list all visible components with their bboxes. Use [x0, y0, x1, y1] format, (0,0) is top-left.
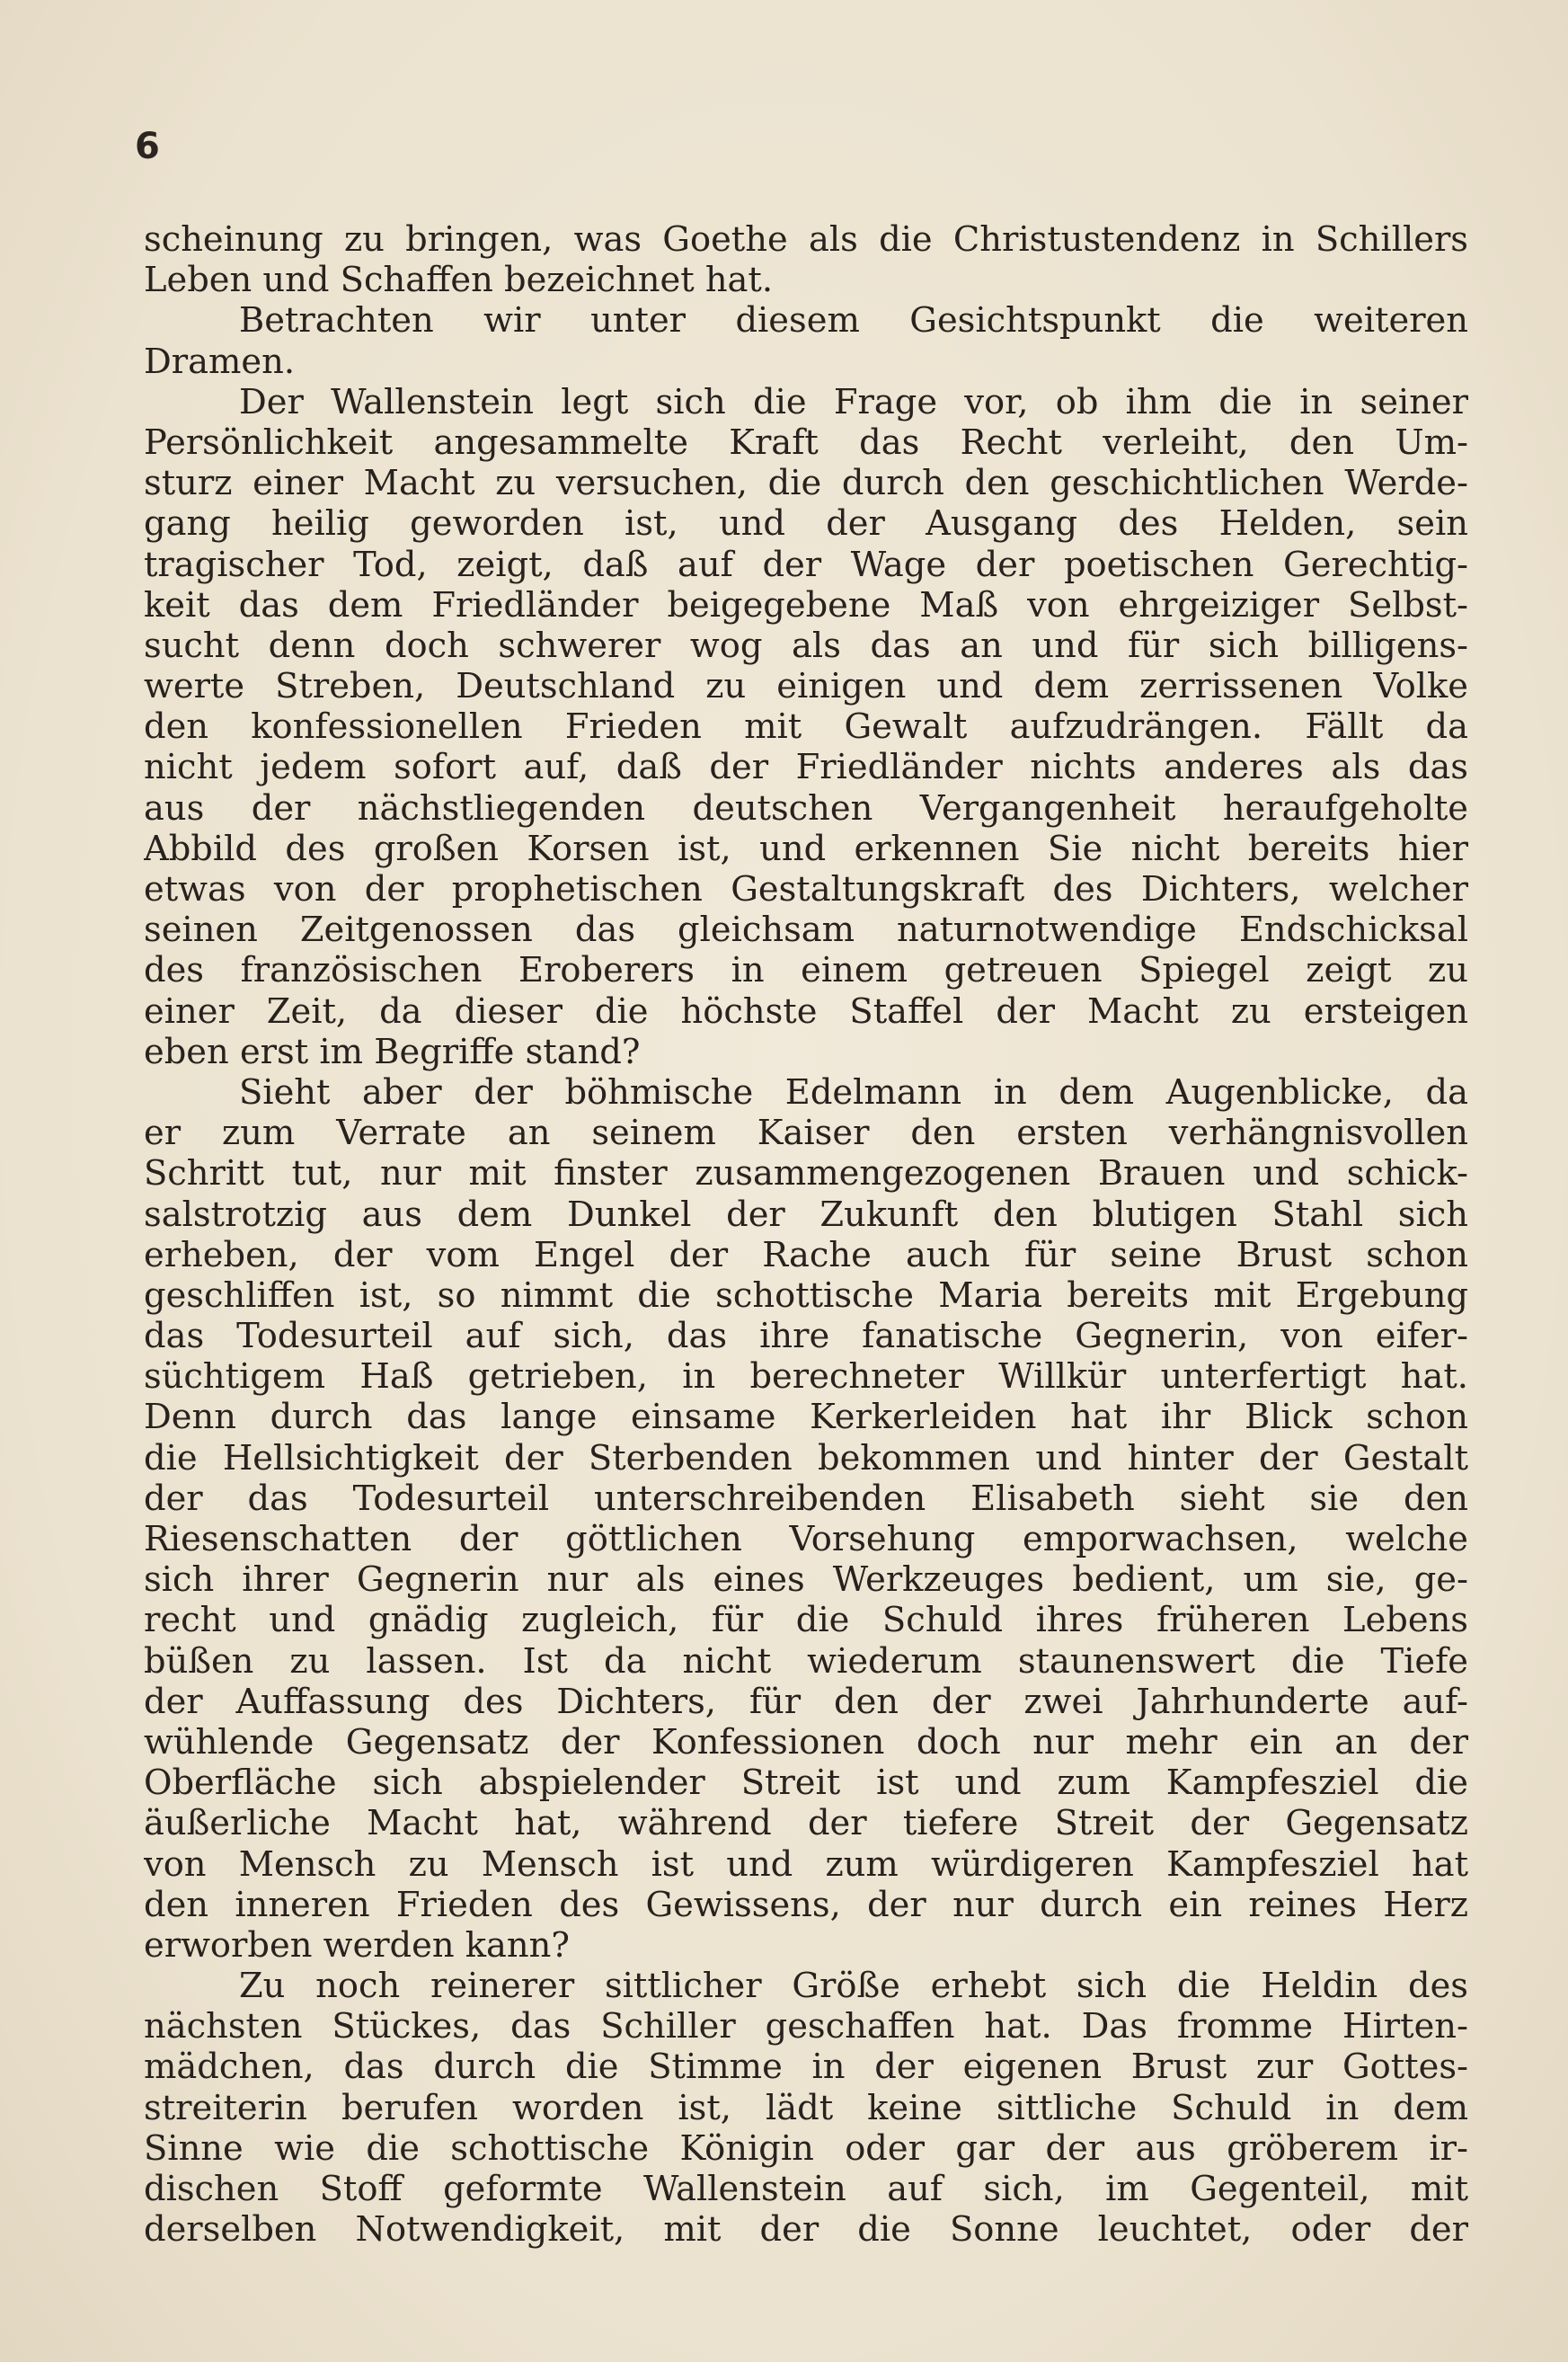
text-line: die Hellsichtigkeit der Sterbenden bekommen und hinter der Gestalt — [144, 1437, 1468, 1478]
text-line: geschliffen ist, so nimmt die schottische Maria bereits mit Ergebung — [144, 1274, 1468, 1316]
text-line: Persönlichkeit angesammelte Kraft das Recht verleiht, den Um- — [144, 422, 1468, 463]
body-text — [144, 219, 1468, 2250]
text-line: Oberfläche sich abspielender Streit ist und zum Kampfesziel die — [144, 1763, 1468, 1804]
text-line: den inneren Frieden des Gewissens, der nur durch ein reines Herz — [144, 1884, 1468, 1925]
text-line: äußerliche Macht hat, während der tiefere Streit der Gegensatz — [144, 1803, 1468, 1844]
text-line: werte Streben, Deutschland zu einigen und dem zerrissenen Volke — [144, 666, 1468, 707]
text-line: süchtigem Haß getrieben, in berechneter Willkür unterfertigt hat. — [144, 1356, 1468, 1398]
text-line: von Mensch zu Mensch ist und zum würdigeren Kampfesziel hat — [144, 1843, 1468, 1885]
text-line: einer Zeit, da dieser die höchste Staffel der Macht zu ersteigen — [144, 990, 1468, 1032]
text-line: scheinung zu bringen, was Goethe als die Christustendenz in Schillers — [144, 219, 1468, 260]
text-line: er zum Verrate an seinem Kaiser den ersten verhängnisvollen — [144, 1113, 1468, 1154]
text-line: etwas von der prophetischen Gestaltungskraft des Dichters, welcher — [144, 869, 1468, 910]
text-line: Der Wallenstein legt sich die Frage vor, ob ihm die in seiner — [239, 381, 1468, 422]
text-line: Sinne wie die schottische Königin oder gar der aus gröberem ir- — [144, 2127, 1468, 2169]
text-line: Abbild des großen Korsen ist, und erkennen Sie nicht bereits hier — [144, 828, 1468, 869]
text-line: derselben Notwendigkeit, mit der die Sonne leuchtet, oder der — [144, 2209, 1468, 2251]
text-line: recht und gnädig zugleich, für die Schuld ihres früheren Lebens — [144, 1600, 1468, 1641]
page-number: 6 — [135, 126, 160, 167]
text-line: Betrachten wir unter diesem Gesichtspunkt die weiteren — [239, 300, 1468, 342]
text-line: eben erst im Begriffe stand? — [144, 1031, 641, 1072]
text-line: Denn durch das lange einsame Kerkerleiden hat ihr Blick schon — [144, 1397, 1468, 1438]
text-line: sturz einer Macht zu versuchen, die durch den geschichtlichen Werde- — [144, 463, 1468, 504]
text-line: wühlende Gegensatz der Konfessionen doch nur mehr ein an der — [144, 1721, 1468, 1763]
text-line: Zu noch reinerer sittlicher Größe erhebt sich die Heldin des — [239, 1966, 1468, 2007]
text-line: sucht denn doch schwerer wog als das an und für sich billigens- — [144, 625, 1468, 666]
text-line: mädchen, das durch die Stimme in der eigenen Brust zur Gottes- — [144, 2047, 1468, 2088]
text-line: nächsten Stückes, das Schiller geschaffen hat. Das fromme Hirten- — [144, 2006, 1468, 2047]
text-line: Riesenschatten der göttlichen Vorsehung emporwachsen, welche — [144, 1519, 1468, 1559]
text-line: sich ihrer Gegnerin nur als eines Werkzeuges bedient, um sie, ge- — [144, 1559, 1468, 1601]
text-line: den konfessionellen Frieden mit Gewalt aufzudrängen. Fällt da — [144, 706, 1468, 748]
text-line: Leben und Schaffen bezeichnet hat. — [144, 260, 774, 301]
text-line: tragischer Tod, zeigt, daß auf der Wage der poetischen Gerechtig- — [144, 544, 1468, 585]
text-line: dischen Stoff geformte Wallenstein auf sich, im Gegenteil, mit — [144, 2169, 1468, 2209]
text-line: des französischen Eroberers in einem getreuen Spiegel zeigt zu — [144, 950, 1468, 991]
text-line: der Auffassung des Dichters, für den der zwei Jahrhunderte auf- — [144, 1681, 1468, 1722]
text-line: erheben, der vom Engel der Rache auch für seine Brust schon — [144, 1234, 1468, 1275]
text-line: Sieht aber der böhmische Edelmann in dem Augenblicke, da — [239, 1071, 1468, 1113]
text-line: keit das dem Friedländer beigegebene Maß von ehrgeiziger Selbst- — [144, 584, 1468, 626]
text-line: aus der nächstliegenden deutschen Vergangenheit heraufgeholte — [144, 787, 1468, 829]
text-line: Dramen. — [144, 341, 296, 382]
text-line: büßen zu lassen. Ist da nicht wiederum staunenswert die Tiefe — [144, 1640, 1468, 1682]
text-line: salstrotzig aus dem Dunkel der Zukunft den blutigen Stahl sich — [144, 1194, 1468, 1235]
text-line: der das Todesurteil unterschreibenden Elisabeth sieht sie den — [144, 1478, 1468, 1519]
text-line: erworben werden kann? — [144, 1924, 570, 1966]
text-line: streiterin berufen worden ist, lädt keine sittliche Schuld in dem — [144, 2087, 1468, 2128]
text-line: nicht jedem sofort auf, daß der Friedländer nichts anderes als das — [144, 747, 1468, 788]
text-line: gang heilig geworden ist, und der Ausgang des Helden, sein — [144, 503, 1468, 545]
text-line: seinen Zeitgenossen das gleichsam naturnotwendige Endschicksal — [144, 910, 1468, 951]
text-line: Schritt tut, nur mit finster zusammengezogenen Brauen und schick- — [144, 1153, 1468, 1194]
text-line: das Todesurteil auf sich, das ihre fanatische Gegnerin, von eifer- — [144, 1316, 1468, 1357]
